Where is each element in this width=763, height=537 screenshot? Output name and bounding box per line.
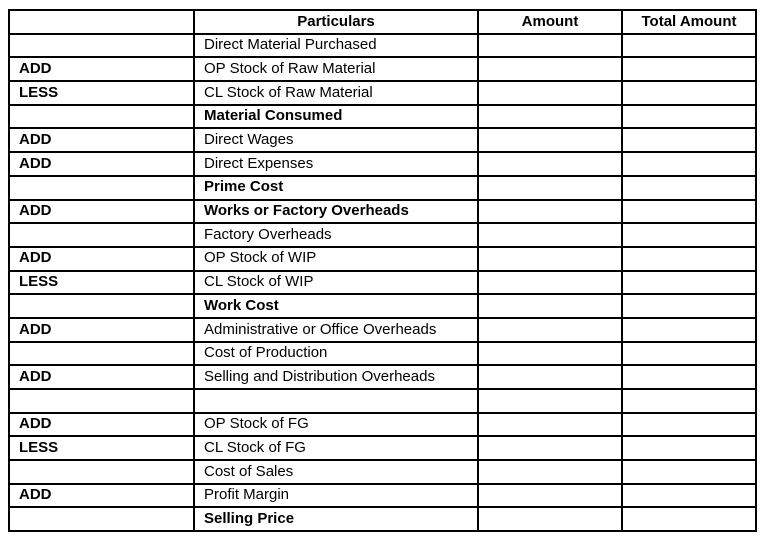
amount-cell: [478, 247, 622, 271]
particular-cell: OP Stock of Raw Material: [194, 57, 478, 81]
particular-cell: OP Stock of FG: [194, 413, 478, 437]
operation-cell: [9, 223, 194, 247]
particular-cell: Direct Expenses: [194, 152, 478, 176]
table-row: [9, 342, 756, 366]
amount-cell: [478, 460, 622, 484]
table-row: [9, 271, 756, 295]
particular-cell: Selling Price: [194, 507, 478, 531]
amount-cell: [478, 507, 622, 531]
amount-cell: [478, 223, 622, 247]
particular-cell: Cost of Sales: [194, 460, 478, 484]
particular-cell: CL Stock of Raw Material: [194, 81, 478, 105]
cost-sheet-table: [8, 9, 757, 532]
operation-cell: LESS: [9, 81, 194, 105]
total-amount-cell: [622, 294, 756, 318]
amount-cell: [478, 389, 622, 413]
header-particulars: Particulars: [194, 10, 478, 34]
cost-sheet-header: [9, 10, 756, 34]
total-amount-cell: [622, 271, 756, 295]
operation-cell: ADD: [9, 413, 194, 437]
amount-cell: [478, 342, 622, 366]
particular-cell: Direct Wages: [194, 128, 478, 152]
total-amount-cell: [622, 365, 756, 389]
amount-cell: [478, 200, 622, 224]
total-amount-cell: [622, 460, 756, 484]
total-amount-cell: [622, 176, 756, 200]
operation-cell: ADD: [9, 318, 194, 342]
table-row: [9, 436, 756, 460]
amount-cell: [478, 484, 622, 508]
amount-cell: [478, 318, 622, 342]
table-row: [9, 128, 756, 152]
total-amount-cell: [622, 389, 756, 413]
table-row: [9, 460, 756, 484]
table-row: [9, 413, 756, 437]
table-row: [9, 200, 756, 224]
amount-cell: [478, 34, 622, 58]
amount-cell: [478, 294, 622, 318]
total-amount-cell: [622, 436, 756, 460]
particular-cell: Cost of Production: [194, 342, 478, 366]
total-amount-cell: [622, 484, 756, 508]
operation-cell: ADD: [9, 57, 194, 81]
amount-cell: [478, 176, 622, 200]
operation-cell: LESS: [9, 436, 194, 460]
operation-cell: ADD: [9, 200, 194, 224]
total-amount-cell: [622, 507, 756, 531]
header-operation: [9, 10, 194, 34]
particular-cell: Administrative or Office Overheads: [194, 318, 478, 342]
header-amount: Amount: [478, 10, 622, 34]
table-row: [9, 223, 756, 247]
operation-cell: [9, 34, 194, 58]
amount-cell: [478, 436, 622, 460]
particular-cell: CL Stock of WIP: [194, 271, 478, 295]
total-amount-cell: [622, 105, 756, 129]
total-amount-cell: [622, 200, 756, 224]
particular-cell: OP Stock of WIP: [194, 247, 478, 271]
operation-cell: ADD: [9, 247, 194, 271]
particular-cell: Direct Material Purchased: [194, 34, 478, 58]
particular-cell: Selling and Distribution Overheads: [194, 365, 478, 389]
particular-cell: Profit Margin: [194, 484, 478, 508]
operation-cell: [9, 294, 194, 318]
header-total-amount: Total Amount: [622, 10, 756, 34]
particular-cell: Work Cost: [194, 294, 478, 318]
operation-cell: [9, 389, 194, 413]
table-row: [9, 176, 756, 200]
table-row: [9, 247, 756, 271]
header-row: [9, 10, 756, 34]
table-row: [9, 365, 756, 389]
operation-cell: [9, 507, 194, 531]
total-amount-cell: [622, 57, 756, 81]
particular-cell: CL Stock of FG: [194, 436, 478, 460]
operation-cell: ADD: [9, 365, 194, 389]
table-row: [9, 81, 756, 105]
particular-cell: Material Consumed: [194, 105, 478, 129]
table-row: [9, 294, 756, 318]
operation-cell: ADD: [9, 128, 194, 152]
particular-cell: Factory Overheads: [194, 223, 478, 247]
total-amount-cell: [622, 247, 756, 271]
total-amount-cell: [622, 128, 756, 152]
total-amount-cell: [622, 34, 756, 58]
operation-cell: [9, 460, 194, 484]
cost-sheet-body: [9, 34, 756, 531]
amount-cell: [478, 271, 622, 295]
particular-cell: Works or Factory Overheads: [194, 200, 478, 224]
particular-cell: Prime Cost: [194, 176, 478, 200]
table-row: [9, 507, 756, 531]
total-amount-cell: [622, 413, 756, 437]
amount-cell: [478, 413, 622, 437]
total-amount-cell: [622, 342, 756, 366]
operation-cell: ADD: [9, 484, 194, 508]
operation-cell: ADD: [9, 152, 194, 176]
table-row: [9, 105, 756, 129]
amount-cell: [478, 365, 622, 389]
total-amount-cell: [622, 81, 756, 105]
total-amount-cell: [622, 318, 756, 342]
amount-cell: [478, 81, 622, 105]
operation-cell: [9, 342, 194, 366]
table-row: [9, 152, 756, 176]
amount-cell: [478, 152, 622, 176]
particular-cell: [194, 389, 478, 413]
table-row: [9, 34, 756, 58]
table-row: [9, 318, 756, 342]
table-row: [9, 484, 756, 508]
operation-cell: LESS: [9, 271, 194, 295]
amount-cell: [478, 105, 622, 129]
total-amount-cell: [622, 223, 756, 247]
amount-cell: [478, 128, 622, 152]
total-amount-cell: [622, 152, 756, 176]
amount-cell: [478, 57, 622, 81]
operation-cell: [9, 105, 194, 129]
operation-cell: [9, 176, 194, 200]
table-row: [9, 389, 756, 413]
table-row: [9, 57, 756, 81]
